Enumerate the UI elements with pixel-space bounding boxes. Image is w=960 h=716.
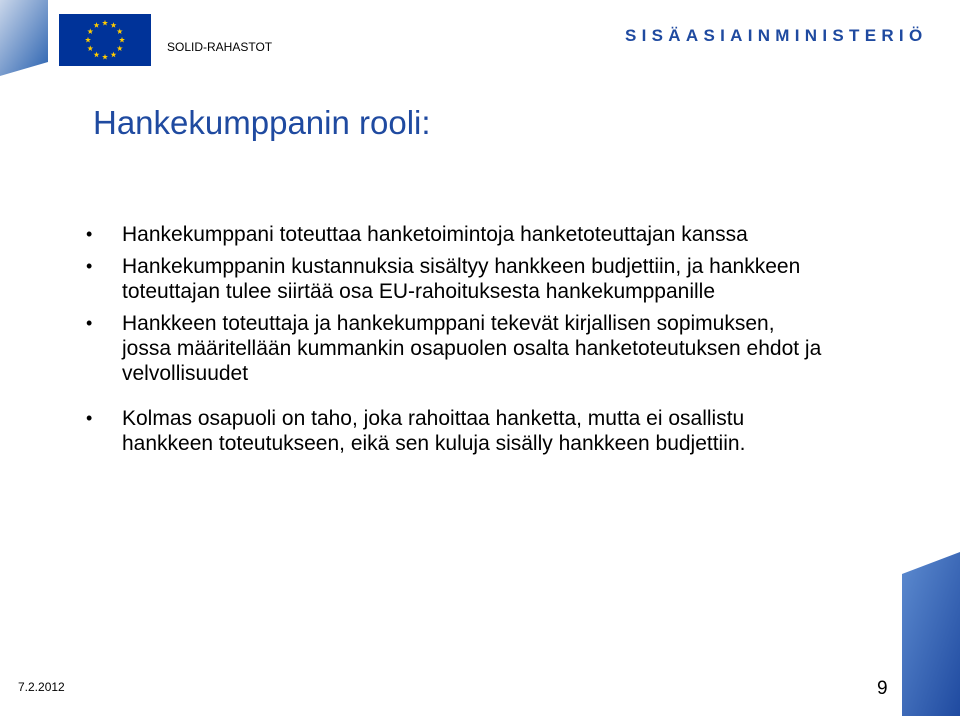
bullet-text: Kolmas osapuoli on taho, joka rahoittaa hanketta, mutta ei osallistu hankkeen toteutukseen, eikä sen kuluja sisälly hankkeen budjettiin. (122, 407, 746, 455)
bullet-text: Hankekumppanin kustannuksia sisältyy hankkeen budjettiin, ja hankkeen toteuttajan tulee siirtää osa EU-rahoituksesta hankekumppanille (122, 255, 801, 303)
page-number: 9 (877, 678, 888, 699)
footer-date: 7.2.2012 (18, 680, 65, 694)
bullet-item (0, 222, 880, 247)
eu-flag-icon (59, 14, 151, 66)
bullet-icon: • (86, 313, 93, 333)
bullet-list (0, 222, 880, 463)
bullet-text: Hankkeen toteuttaja ja hankekumppani tekevät kirjallisen sopimuksen, jossa määritellään kummankin osapuolen osalta hanketoteutuksen ehdot ja velvollisuudet (122, 312, 822, 385)
ministry-name: SISÄASIAINMINISTERIÖ (625, 26, 928, 45)
bullet-item (0, 254, 880, 304)
bullet-item (0, 406, 880, 456)
corner-decoration-icon (0, 0, 48, 76)
bullet-icon: • (86, 224, 93, 244)
bullet-icon: • (86, 408, 93, 428)
bullet-item (0, 311, 880, 386)
bullet-icon: • (86, 256, 93, 276)
slide-title: Hankekumppanin rooli: (93, 104, 431, 141)
corner-decoration-icon (902, 552, 960, 716)
bullet-text: Hankekumppani toteuttaa hanketoimintoja hanketoteuttajan kanssa (122, 223, 748, 246)
program-name: SOLID-RAHASTOT (167, 40, 273, 54)
